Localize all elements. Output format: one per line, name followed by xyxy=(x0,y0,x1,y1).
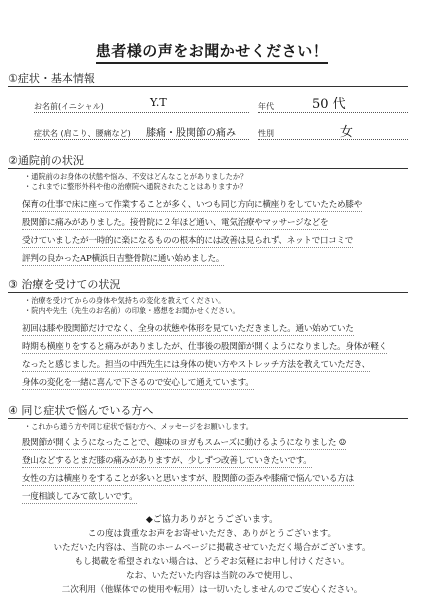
page-title: 患者様の声をお聞かせください！ xyxy=(95,42,329,60)
section2-prompt: ・これまでに整形外科や他の治療院へ通院されたことはありますか？ xyxy=(24,182,247,191)
section2-rule xyxy=(8,168,408,169)
section1-heading: ①症状・基本情報 xyxy=(8,70,95,86)
section3-prompt: ・治療を受けてからの身体や気持ちの変化を教えてください。 xyxy=(24,296,226,305)
age-label: 年代 xyxy=(258,102,274,111)
section4-rule xyxy=(8,418,408,419)
section4-heading: ④ 同じ症状で悩んでいる方へ xyxy=(8,402,153,418)
section3-answer-line[interactable]: 身体の変化を一緒に喜んで下さるので安心して通えています。 xyxy=(22,378,254,388)
symptom-label: 症状名 (肩こり、腰痛など) xyxy=(34,129,131,138)
footer-line: いただいた内容は、当院のホームページに掲載させていただく場合がございます。 xyxy=(53,543,371,553)
section3-prompt: ・院内や先生（先生のお名前）の印象・感想をお聞かせください。 xyxy=(24,306,240,315)
section4-answer-line[interactable]: 登山などするとまだ膝の痛みがありますが、少しずつ改善していきたいです。 xyxy=(22,456,312,466)
gender-label: 性別 xyxy=(258,129,274,138)
section4-answer-line[interactable]: 女性の方は横座りをすることが多いと思いますが、股関節の歪みや膝痛で悩んでいる方は xyxy=(22,474,354,484)
name-label: お名前(イニシャル) xyxy=(34,102,104,111)
section2-prompt: ・通院前のお身体の状態や悩み、不安はどんなことがありましたか？ xyxy=(24,172,248,181)
symptom-underline xyxy=(34,139,249,140)
gender-underline xyxy=(258,139,408,140)
gender-value[interactable]: 女 xyxy=(340,125,354,140)
section3-rule xyxy=(8,292,408,293)
symptom-value[interactable]: 膝痛・股関節の痛み xyxy=(146,128,236,139)
footer-line: なお、いただいた内容は当院のみで使用し、 xyxy=(126,571,298,581)
footer-thanks: ◆ご協力ありがとうございます。 xyxy=(145,515,279,525)
section4-answer-line[interactable]: 股関節が開くようになったことで、趣味のヨガもスムーズに動けるようになりました ☺ xyxy=(22,438,346,448)
section3-heading: ③ 治療を受けての状況 xyxy=(8,276,120,292)
section3-answer-line[interactable]: 時期も横座りをすると痛みがありましたが、仕事後の股関節が開くようになりました。身体が軽く xyxy=(22,342,387,352)
footer-line: もし掲載を希望されない場合は、どうぞお気軽にお申し付けください。 xyxy=(74,557,350,567)
section2-answer-line[interactable]: 評判の良かったAP横浜日吉整骨院に通い始めました。 xyxy=(22,254,225,264)
name-underline xyxy=(34,112,249,113)
name-value[interactable]: Y.T xyxy=(150,96,167,109)
section2-heading: ②通院前の状況 xyxy=(8,152,84,168)
section4-answer-line[interactable]: 一度相談してみて欲しいです。 xyxy=(22,492,138,502)
title-underline xyxy=(96,62,328,64)
section2-answer-line[interactable]: 受けていましたが一時的に楽になるものの根本的には改善は見られず、ネットで口コミで xyxy=(22,236,354,246)
footer-line: この度は貴重なお声をお寄せいただき、ありがとうございます。 xyxy=(87,529,337,539)
age-underline xyxy=(258,112,408,113)
age-value[interactable]: 50 代 xyxy=(312,97,346,112)
section2-answer-line[interactable]: 保育の仕事で床に座って作業することが多く、いつも同じ方向に横座りをしていたため膝や xyxy=(22,200,362,210)
section4-prompt: ・これから通う方や同じ症状で悩む方へ、メッセージをお願いします。 xyxy=(24,422,253,431)
footer-line: 二次利用（他媒体での使用や転用）は一切いたしませんのでご安心ください。 xyxy=(61,585,363,595)
section3-answer-line[interactable]: なったと感じました。担当の中西先生には身体の使い方やストレッチ方法を教えていただき、 xyxy=(22,360,370,370)
section1-rule xyxy=(8,86,408,87)
section2-answer-line[interactable]: 股関節に痛みがありました。接骨院に２年ほど通い、電気治療やマッサージなどを xyxy=(22,218,329,228)
section3-answer-line[interactable]: 初回は膝や股関節だけでなく、全身の状態や体形を見ていただきました。通い始めていた xyxy=(22,324,354,334)
